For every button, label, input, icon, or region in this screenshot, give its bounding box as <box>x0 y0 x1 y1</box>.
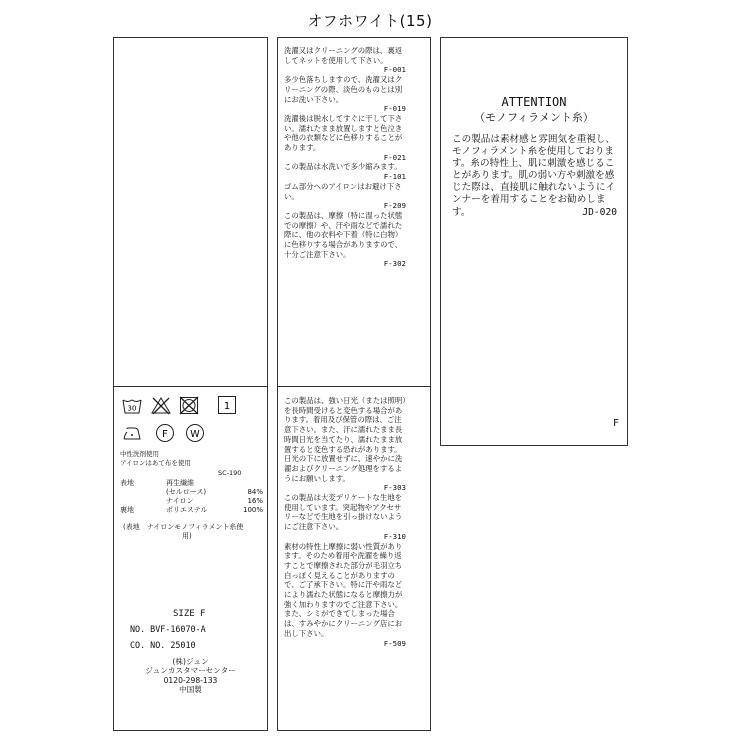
label-divider <box>114 386 267 387</box>
table-row: (セルロース) 84% <box>166 488 263 496</box>
wash-30-icon <box>122 395 142 415</box>
warning-code: F-001 <box>383 65 406 75</box>
warning-text: この製品は、強い日光（または照明）を長時間受けると変色する場合があります。着用及び保管の際は、ご注意下さい。また、汗に濡れたまま長時間日光を当てたり、濡れたまま放置すると変色する恐れがあります。日光の下に放置せずに、速やかに洗濯およびクリーニング処理をするようにお願いします。 <box>284 396 406 483</box>
size-label: SIZE F <box>173 609 206 619</box>
warning-text: この製品は、摩擦（特に湿った状態での摩擦）や、汗や雨などで濡れた際に、他の衣料や下着（特に白物）に色移りする場合がありますので、十分ご注意下さい。 <box>284 210 403 259</box>
phone-number: 0120-298-133 <box>163 676 218 685</box>
warning-code: F-310 <box>383 531 406 541</box>
svg-text:W: W <box>190 429 200 440</box>
co-number: CO. NO. 25010 <box>130 640 196 650</box>
warnings-bottom <box>284 396 406 648</box>
warnings-top <box>284 46 406 269</box>
warning-text: 洗濯後は脱水してすぐに干して下さい。濡れたまま放置しますと色泣きや他の衣類などに色移りすることがあります。 <box>284 113 403 153</box>
country-of-origin: 中国製 <box>179 685 202 694</box>
warning-text: 多少色落ちしますので、洗濯又はクリーニングの際、淡色のものとは別にお洗い下さい。 <box>284 75 403 104</box>
monofilament-footnote-cont: 用) <box>182 532 192 540</box>
warning-text: 洗濯又はクリーニングの際は、裏返してネットを使用して下さい。 <box>284 46 403 65</box>
monofilament-footnote: (表地 ナイロンモノフィラメント糸使 <box>123 523 244 531</box>
warning-text: この製品は水洗いで多少縮みます。 <box>284 162 402 172</box>
iron-note: アイロンはあて布を使用 <box>120 459 191 467</box>
attention-text: この製品は素材感と雰囲気を重視し、モノフィラメント糸を使用しております。糸の特性上、肌に刺激を感じることがあります。肌の弱い方や刺激を感じた際は、直接肌に触れないようにインナーを着用することをお勧めします。 <box>452 134 616 218</box>
warning-text: 素材の特性上摩擦に弱い性質があります。そのため着用や洗濯を繰り返すことで摩擦された部分が毛羽立ち白っぽく見えることがありますので、ご了承下さい。特に汗や雨などにより濡れた状態になると摩擦力が強く加わりますのでご注意下さい。また、シミができてしまった場合は、すみやかにクリーニング店にお出し下さい。 <box>284 541 403 638</box>
svg-text:30: 30 <box>127 404 137 413</box>
warning-code: F-101 <box>383 172 406 182</box>
detergent-note: 中性洗剤使用 <box>120 450 159 458</box>
care-label-main <box>113 37 268 731</box>
composition-table <box>120 479 263 515</box>
table-row: ナイロン 16% <box>166 497 263 505</box>
detergent-code: SC-190 <box>218 469 242 477</box>
attention-size: F <box>612 418 619 429</box>
table-row: 表地 再生繊維 <box>120 479 194 487</box>
warning-text: ゴム部分へのアイロンはお避け下さい。 <box>284 181 402 201</box>
warning-text: この製品は大変デリケートな生地を使用しています。突起物やアクセサリーなどで生地を引っ掛けないようにご注意下さい。 <box>284 493 403 532</box>
attention-label <box>440 37 628 446</box>
warning-code: F-021 <box>383 152 406 162</box>
attention-code: JD-020 <box>582 206 617 218</box>
warning-code: F-509 <box>383 638 406 648</box>
warning-code: F-303 <box>383 483 406 493</box>
iron-low-icon <box>122 423 142 443</box>
attention-heading: ATTENTION <box>501 95 567 109</box>
warning-code: F-302 <box>383 259 406 269</box>
customer-center: ジュンカスタマーセンター <box>145 666 236 675</box>
no-tumble-dry-icon <box>179 395 199 415</box>
line-dry-icon <box>217 395 237 415</box>
warning-code: F-019 <box>383 104 406 114</box>
product-number: NO. BVF-16070-A <box>130 624 206 634</box>
table-row: 裏地 ポリエステル 100% <box>120 506 263 514</box>
warning-code: F-209 <box>383 201 406 211</box>
dryclean-f-icon <box>155 423 175 443</box>
care-label-warnings <box>277 37 431 731</box>
svg-text:1: 1 <box>223 401 231 412</box>
no-bleach-icon <box>151 395 171 415</box>
attention-body <box>452 134 617 219</box>
svg-text:F: F <box>162 429 168 440</box>
wetclean-w-icon <box>185 423 205 443</box>
page-title: オフホワイト(15) <box>307 12 433 30</box>
label-divider <box>278 386 430 387</box>
attention-subheading: （モノフィラメント糸） <box>474 111 594 124</box>
company-name: (株)ジュン <box>172 657 209 666</box>
